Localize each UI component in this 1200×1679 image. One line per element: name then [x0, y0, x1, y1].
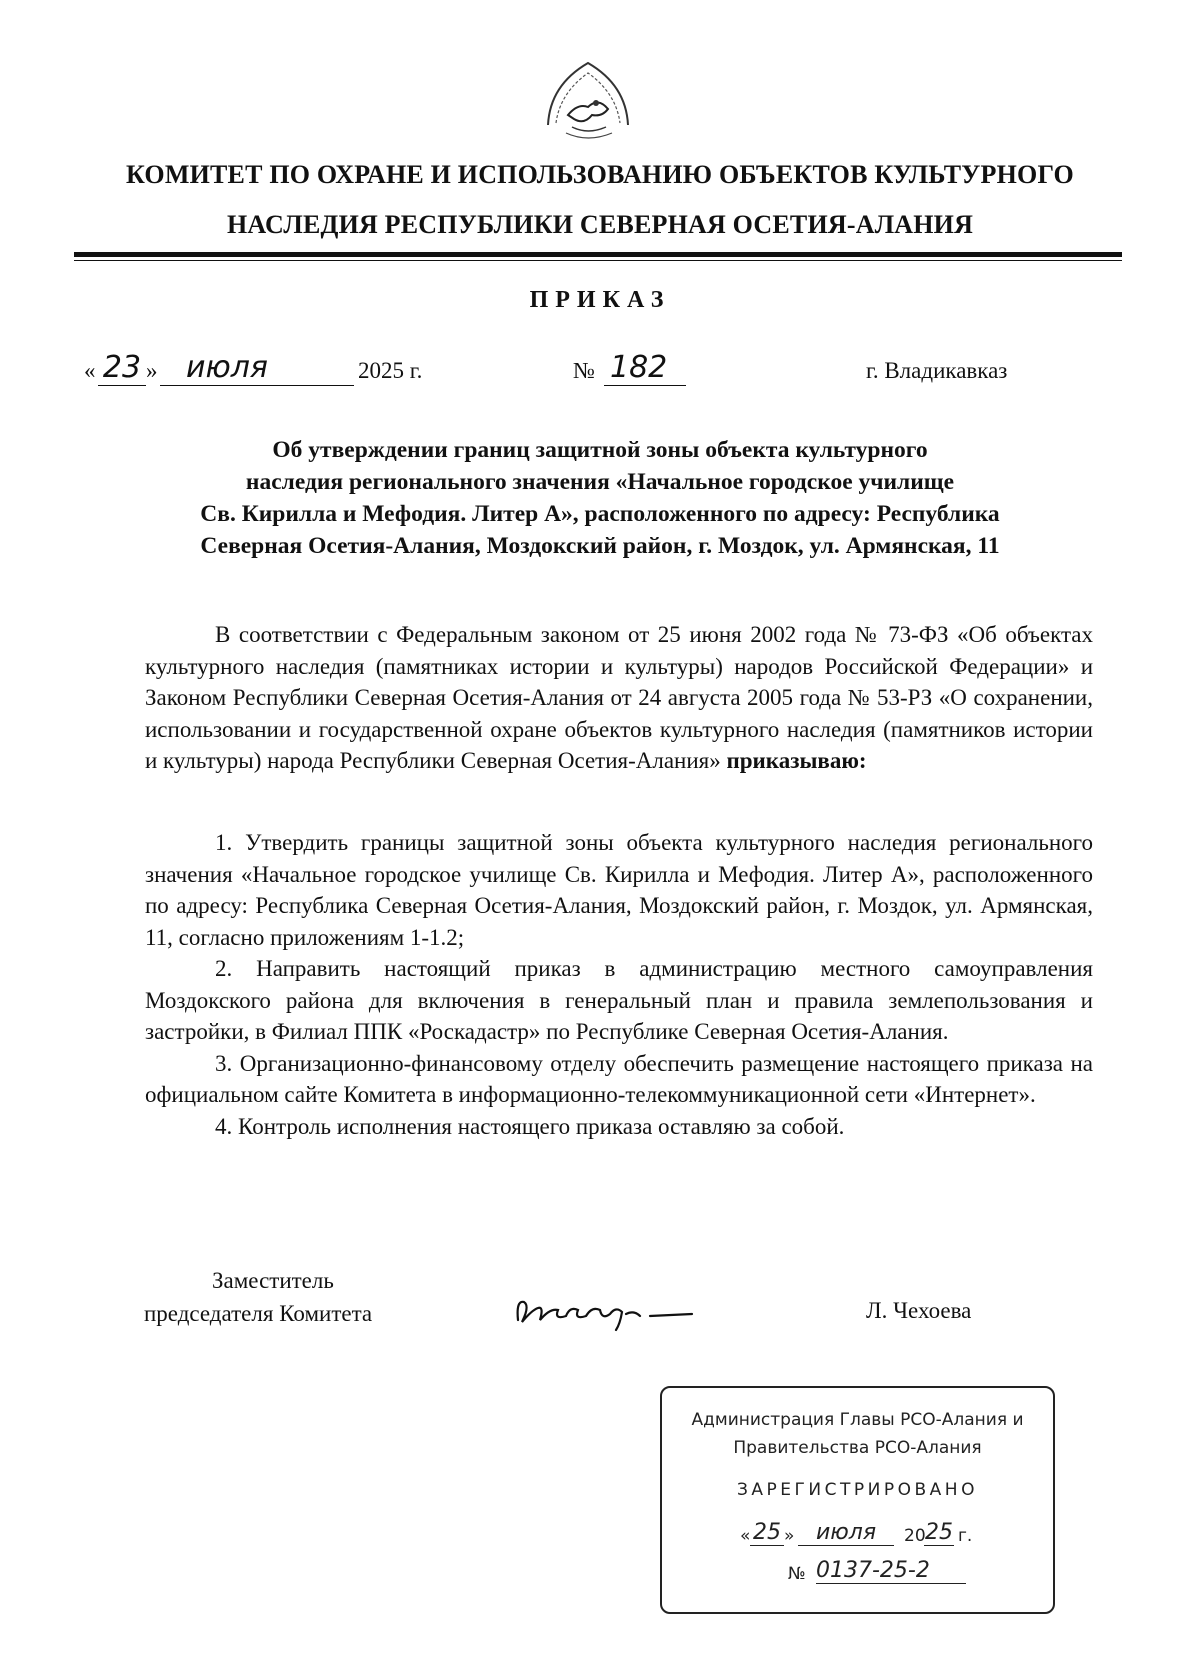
stamp-number-sign: №	[788, 1564, 806, 1584]
signatory-position-line2: председателя Комитета	[144, 1301, 373, 1326]
order-date-year: 2025 г.	[358, 358, 423, 383]
stamp-date-month: июля	[798, 1520, 894, 1546]
document-type: ПРИКАЗ	[529, 287, 671, 313]
subject-line: Св. Кирилла и Мефодия. Литер А», расположенного по адресу: Республика	[200, 501, 1000, 527]
preamble-paragraph	[145, 619, 1093, 777]
order-item: 4. Контроль исполнения настоящего приказа оставляю за собой.	[215, 1113, 845, 1139]
stamp-registered-label: ЗАРЕГИСТРИРОВАНО	[737, 1480, 978, 1500]
organization-title	[60, 150, 1140, 250]
registration-stamp	[660, 1386, 1055, 1614]
organization-title-line1: КОМИТЕТ ПО ОХРАНЕ И ИСПОЛЬЗОВАНИЮ ОБЪЕКТОВ КУЛЬТУРНОГО	[126, 160, 1074, 189]
header-divider-thin	[74, 260, 1122, 261]
order-item: 1. Утвердить границы защитной зоны объекта культурного наследия регионального значения «Начальное городское училище Св. Кирилла и Мефодия. Литер А», расположенного по адресу: Республика Северная Осетия-Алания, Моздокский район, г. Моздок, ул. Армянская, 11, согласно приложениям 1-1.2;	[145, 830, 1093, 950]
date-close-quote: »	[146, 358, 158, 383]
header-divider-thick	[74, 252, 1122, 257]
stamp-year-suffix: 25	[925, 1520, 953, 1545]
subject-line: наследия регионального значения «Начальное городское училище	[245, 469, 955, 495]
order-item: 3. Организационно-финансовому отделу обеспечить размещение настоящего приказа на официальном сайте Комитета в информационно-телекоммуникационной сети «Интернет».	[145, 1050, 1093, 1107]
coat-of-arms-emblem-icon	[538, 55, 638, 145]
order-subject	[120, 434, 1080, 562]
order-number-sign: №	[573, 358, 595, 383]
subject-line: Об утверждении границ защитной зоны объекта культурного	[272, 437, 928, 463]
stamp-year-unit: г.	[958, 1526, 973, 1546]
stamp-line1: Администрация Главы РСО-Алания и	[691, 1410, 1024, 1430]
handwritten-signature-icon	[510, 1280, 710, 1340]
stamp-number-value: 0137-25-2	[816, 1558, 966, 1584]
order-meta-line	[0, 350, 1200, 390]
date-open-quote: «	[84, 358, 96, 383]
signatory-name: Л. Чехоева	[866, 1298, 972, 1323]
stamp-date-open-quote: «	[740, 1526, 751, 1546]
stamp-year-prefix: 20	[904, 1526, 926, 1546]
stamp-number	[788, 1558, 988, 1588]
organization-title-line2: НАСЛЕДИЯ РЕСПУБЛИКИ СЕВЕРНАЯ ОСЕТИЯ-АЛАНИЯ	[226, 210, 974, 239]
order-city: г. Владикавказ	[866, 358, 1008, 383]
preamble-text: В соответствии с Федеральным законом от 25 июня 2002 года № 73-ФЗ «Об объектах культурного наследия (памятниках истории и культуры) народов Российской Федерации» и Законом Республики Северная Осетия-Алания от 24 августа 2005 года № 53-РЗ «О сохранении, использовании и государственной охране объектов культурного наследия (памятников истории и культуры) народа Республики Северная Осетия-Алания»	[145, 622, 1093, 773]
order-date-day: 23	[98, 350, 146, 386]
order-item: 2. Направить настоящий приказ в администрацию местного самоуправления Моздокского района для включения в генеральный план и правила землепользования и застройки, в Филиал ППК «Роскадастр» по Республике Северная Осетия-Алания.	[145, 956, 1093, 1044]
signatory-position-line1: Заместитель	[212, 1268, 334, 1293]
subject-line: Северная Осетия-Алания, Моздокский район, г. Моздок, ул. Армянская, 11	[200, 533, 1000, 559]
stamp-date-day: 25	[750, 1520, 784, 1546]
order-date-month: июля	[160, 350, 354, 386]
preamble-emphasis: приказываю:	[726, 748, 867, 773]
stamp-date-close-quote: »	[784, 1526, 795, 1546]
stamp-line2: Правительства РСО-Алания	[733, 1438, 982, 1458]
stamp-date	[740, 1520, 1000, 1550]
order-items	[145, 827, 1093, 1142]
order-number: 182	[604, 350, 686, 386]
